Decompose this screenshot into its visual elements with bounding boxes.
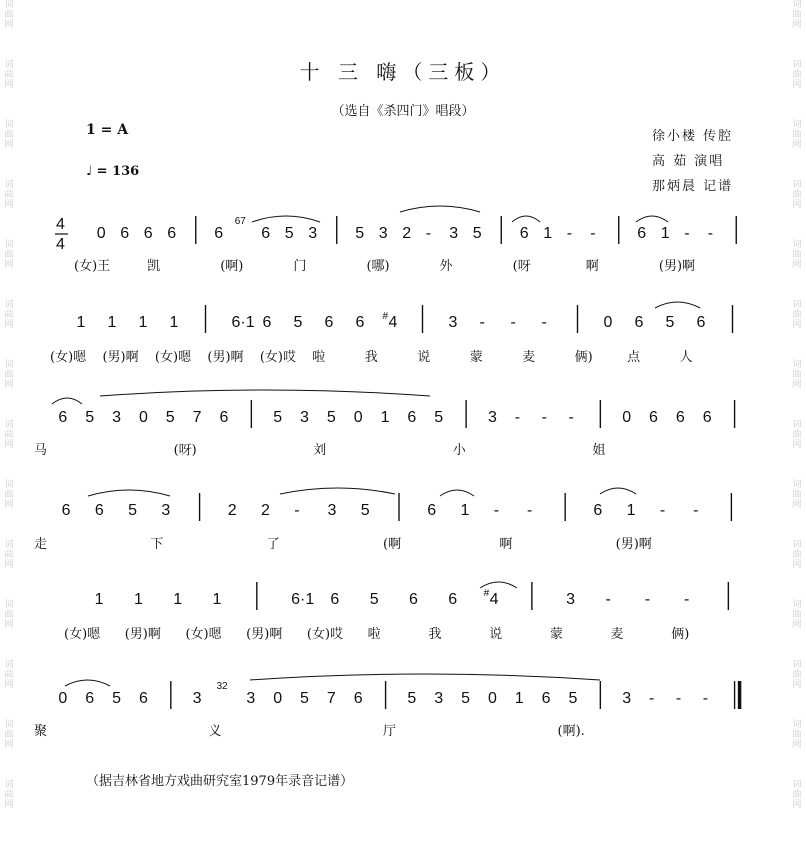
song-title: 十 三 嗨（三板） bbox=[299, 60, 507, 84]
note: 6 bbox=[448, 591, 458, 608]
note: 6 bbox=[702, 409, 712, 426]
lyric: 义 bbox=[208, 724, 222, 739]
note: 3 bbox=[622, 690, 632, 707]
watermark-stamp: 词 曲 网 bbox=[4, 300, 14, 330]
time-signature-top: 4 bbox=[56, 216, 65, 233]
note: - bbox=[425, 225, 432, 242]
note: 1 bbox=[543, 225, 553, 242]
watermark-stamp: 词 曲 网 bbox=[4, 240, 14, 270]
note: 3 bbox=[246, 690, 256, 707]
lyric: 外 bbox=[439, 259, 453, 274]
watermark-stamp: 词 曲 网 bbox=[4, 480, 14, 510]
note: - bbox=[684, 225, 690, 242]
lyric: 俩) bbox=[671, 627, 690, 642]
note: 6·1 bbox=[291, 591, 315, 608]
watermark-stamp: 词 曲 网 bbox=[792, 240, 802, 270]
note: 5 bbox=[112, 690, 122, 707]
slur-arc bbox=[655, 302, 700, 308]
lyric: 啊 bbox=[585, 259, 599, 274]
note: 6 bbox=[353, 690, 363, 707]
lyric: (男)啊 bbox=[658, 259, 696, 274]
note: - bbox=[693, 502, 699, 519]
slur-arc bbox=[52, 398, 82, 404]
note: 0 bbox=[353, 409, 363, 426]
note: 5 bbox=[665, 314, 675, 331]
lyric: 走 bbox=[34, 537, 48, 552]
note: 1 bbox=[212, 591, 222, 608]
watermark-stamp: 词 曲 网 bbox=[792, 660, 802, 690]
lyric: 麦 bbox=[522, 350, 536, 365]
watermark-stamp: 词 曲 网 bbox=[792, 0, 802, 30]
note: 6 bbox=[262, 314, 272, 331]
lyric: 啦 bbox=[312, 350, 326, 365]
note: 6 bbox=[409, 591, 418, 608]
slur-arc bbox=[600, 488, 636, 494]
note: 0 bbox=[96, 225, 106, 242]
note: 1 bbox=[169, 314, 179, 331]
sharp-sign: # bbox=[382, 311, 389, 322]
note: - bbox=[605, 591, 611, 608]
note: 3 bbox=[308, 225, 318, 242]
watermark-stamp: 词 曲 网 bbox=[792, 180, 802, 210]
note: 0 bbox=[58, 690, 68, 707]
lyric: 凯 bbox=[147, 259, 161, 274]
note: 1 bbox=[138, 314, 148, 331]
note: 6·1 bbox=[231, 314, 255, 331]
note: 2 bbox=[261, 502, 270, 519]
note: 3 bbox=[161, 502, 171, 519]
lyric: 蒙 bbox=[469, 350, 483, 365]
watermark-stamp: 词 曲 网 bbox=[792, 120, 802, 150]
note: 1 bbox=[76, 314, 86, 331]
note: 5 bbox=[472, 225, 482, 242]
watermark-stamp: 词 曲 网 bbox=[4, 600, 14, 630]
watermark-stamp: 词 曲 网 bbox=[4, 660, 14, 690]
note: 6 bbox=[634, 314, 644, 331]
note: 6 bbox=[541, 690, 551, 707]
watermark-stamp: 词 曲 网 bbox=[4, 60, 14, 90]
note: - bbox=[514, 409, 521, 426]
lyric: 了 bbox=[266, 537, 280, 552]
note: 1 bbox=[514, 690, 524, 707]
note: 4 bbox=[489, 591, 499, 608]
credit-transcriber: 那炳晨 记谱 bbox=[652, 179, 734, 194]
watermark-stamp: 词 曲 网 bbox=[4, 180, 14, 210]
note: 1 bbox=[460, 502, 470, 519]
note: - bbox=[493, 502, 500, 519]
note: 6 bbox=[324, 314, 334, 331]
watermark-stamp: 词 曲 网 bbox=[792, 300, 802, 330]
slur-arc bbox=[280, 488, 395, 494]
note: 5 bbox=[128, 502, 138, 519]
note: 5 bbox=[461, 690, 471, 707]
note: - bbox=[479, 314, 485, 331]
source-note: （据吉林省地方戏曲研究室1979年录音记谱） bbox=[86, 774, 354, 789]
note: - bbox=[541, 409, 547, 426]
note: 1 bbox=[660, 225, 670, 242]
grace-note: 32 bbox=[216, 681, 228, 692]
slur-arc bbox=[636, 216, 668, 222]
note: 1 bbox=[107, 314, 117, 331]
note: 3 bbox=[300, 409, 309, 426]
slur-arc bbox=[400, 206, 480, 212]
note: 6 bbox=[637, 225, 647, 242]
watermark-stamp: 词 曲 网 bbox=[792, 600, 802, 630]
note: 5 bbox=[284, 225, 294, 242]
note: 4 bbox=[388, 314, 398, 331]
note: 5 bbox=[360, 502, 370, 519]
note: 6 bbox=[261, 225, 271, 242]
lyric: (男)啊 bbox=[207, 350, 244, 365]
note: - bbox=[702, 690, 709, 707]
note: 6 bbox=[427, 502, 437, 519]
watermark-stamp: 词 曲 网 bbox=[792, 540, 802, 570]
note: 5 bbox=[85, 409, 95, 426]
time-signature-bottom: 4 bbox=[56, 236, 65, 253]
note: 6 bbox=[330, 591, 340, 608]
note: 3 bbox=[112, 409, 122, 426]
tempo-value: = 136 bbox=[96, 164, 140, 179]
note: 6 bbox=[120, 225, 130, 242]
lyric: 门 bbox=[293, 259, 307, 274]
note: 5 bbox=[434, 409, 444, 426]
note: 1 bbox=[94, 591, 104, 608]
note: 6 bbox=[94, 502, 104, 519]
key-signature: 1 = A bbox=[86, 122, 129, 138]
note: 0 bbox=[603, 314, 613, 331]
lyric: (男)啊 bbox=[246, 627, 283, 642]
note: 3 bbox=[327, 502, 337, 519]
lyric: 我 bbox=[428, 627, 442, 642]
watermark-stamp: 词 曲 网 bbox=[4, 780, 14, 810]
note: 6 bbox=[696, 314, 706, 331]
watermark-stamp: 词 曲 网 bbox=[792, 780, 802, 810]
note: 2 bbox=[227, 502, 237, 519]
lyric: (男)啊 bbox=[615, 537, 652, 552]
note: 0 bbox=[487, 690, 497, 707]
note: 6 bbox=[58, 409, 68, 426]
lyric: 马 bbox=[34, 443, 48, 458]
watermark-stamp: 词 曲 网 bbox=[4, 540, 14, 570]
lyric: (女)哎 bbox=[306, 627, 344, 642]
note: 6 bbox=[214, 225, 224, 242]
watermark-stamp: 词 曲 网 bbox=[792, 480, 802, 510]
note: 1 bbox=[380, 409, 390, 426]
note: 5 bbox=[300, 690, 309, 707]
credit-singer: 高 茹 演唱 bbox=[652, 154, 725, 169]
lyric: 小 bbox=[452, 443, 466, 458]
slur-arc bbox=[512, 216, 540, 222]
note: 1 bbox=[626, 502, 636, 519]
watermark-stamp: 词 曲 网 bbox=[792, 360, 802, 390]
lyric: 姐 bbox=[592, 443, 606, 458]
note: 1 bbox=[133, 591, 143, 608]
note: 5 bbox=[165, 409, 175, 426]
lyric: (哪) bbox=[366, 259, 390, 274]
note: 1 bbox=[173, 591, 183, 608]
watermark-stamp: 词 曲 网 bbox=[792, 720, 802, 750]
slur-arc bbox=[88, 490, 170, 496]
note: - bbox=[568, 409, 574, 426]
note: 5 bbox=[355, 225, 365, 242]
lyric: (男)啊 bbox=[124, 627, 161, 642]
note: 3 bbox=[434, 690, 444, 707]
lyric: 说 bbox=[489, 627, 503, 642]
sharp-sign: # bbox=[483, 588, 490, 599]
note: 6 bbox=[167, 225, 177, 242]
lyric: (啊 bbox=[383, 537, 402, 552]
note: 6 bbox=[85, 690, 95, 707]
lyric: (呀) bbox=[173, 443, 197, 458]
credit-arranger: 徐小楼 传腔 bbox=[652, 129, 734, 144]
lyric: 啊 bbox=[499, 537, 513, 552]
note: - bbox=[644, 591, 651, 608]
note: 7 bbox=[192, 409, 202, 426]
note: 3 bbox=[378, 225, 388, 242]
note: 6 bbox=[593, 502, 603, 519]
watermark-stamp: 词 曲 网 bbox=[4, 360, 14, 390]
note: - bbox=[675, 690, 682, 707]
note: 6 bbox=[519, 225, 529, 242]
note: 6 bbox=[649, 409, 658, 426]
note: - bbox=[649, 690, 655, 707]
note: - bbox=[659, 502, 666, 519]
note: 0 bbox=[138, 409, 148, 426]
slur-arc bbox=[250, 674, 600, 680]
lyric: (女)嗯 bbox=[64, 627, 101, 642]
lyric: 俩) bbox=[574, 350, 593, 365]
note: 5 bbox=[369, 591, 379, 608]
note: 6 bbox=[407, 409, 417, 426]
lyric: (女)嗯 bbox=[185, 627, 222, 642]
song-subtitle: （选自《杀四门》唱段） bbox=[331, 104, 475, 119]
note: 3 bbox=[448, 314, 458, 331]
watermark-stamp: 词 曲 网 bbox=[4, 420, 14, 450]
watermark-stamp: 词 曲 网 bbox=[792, 420, 802, 450]
note: 5 bbox=[273, 409, 283, 426]
note: 5 bbox=[407, 690, 417, 707]
note: - bbox=[510, 314, 516, 331]
note: - bbox=[526, 502, 533, 519]
lyric: 啦 bbox=[367, 627, 381, 642]
lyric: (呀 bbox=[512, 259, 531, 274]
note: 6 bbox=[219, 409, 229, 426]
note: 3 bbox=[566, 591, 576, 608]
note: 5 bbox=[293, 314, 303, 331]
note: 5 bbox=[568, 690, 578, 707]
note: 0 bbox=[273, 690, 283, 707]
note: 6 bbox=[675, 409, 685, 426]
note: 0 bbox=[622, 409, 632, 426]
lyric: (啊) bbox=[220, 259, 244, 274]
note: 6 bbox=[61, 502, 71, 519]
note: - bbox=[590, 225, 596, 242]
slur-arc bbox=[252, 216, 320, 222]
slur-arc bbox=[65, 680, 110, 686]
note: 3 bbox=[449, 225, 459, 242]
note: 6 bbox=[138, 690, 148, 707]
lyric: 点 bbox=[627, 350, 641, 365]
quarter-note-icon: ♩ bbox=[86, 164, 93, 179]
lyric: (女)嗯 bbox=[154, 350, 192, 365]
lyric: (女)嗯 bbox=[50, 350, 87, 365]
lyric: 麦 bbox=[610, 627, 624, 642]
note: 2 bbox=[402, 225, 412, 242]
watermark-stamp: 词 曲 网 bbox=[4, 720, 14, 750]
note: - bbox=[541, 314, 547, 331]
lyric: 聚 bbox=[34, 724, 48, 739]
lyric: (女)王 bbox=[74, 259, 111, 274]
note: 6 bbox=[355, 314, 365, 331]
lyric: 人 bbox=[679, 350, 693, 365]
lyric: 下 bbox=[150, 537, 164, 552]
lyric: (女)哎 bbox=[259, 350, 297, 365]
lyric: 说 bbox=[417, 350, 431, 365]
note: 3 bbox=[487, 409, 497, 426]
note: 3 bbox=[192, 690, 202, 707]
lyric: 厅 bbox=[383, 724, 397, 739]
lyric: (啊). bbox=[557, 724, 585, 739]
watermark-stamp: 词 曲 网 bbox=[4, 120, 14, 150]
lyric: 蒙 bbox=[549, 627, 563, 642]
note: - bbox=[684, 591, 690, 608]
watermark-stamp: 词 曲 网 bbox=[792, 60, 802, 90]
slur-arc bbox=[440, 490, 474, 496]
watermark-stamp: 词 曲 网 bbox=[4, 0, 14, 30]
note: 7 bbox=[326, 690, 336, 707]
note: 5 bbox=[326, 409, 336, 426]
grace-note: 67 bbox=[234, 216, 246, 227]
lyric: (男)啊 bbox=[102, 350, 139, 365]
note: - bbox=[707, 225, 714, 242]
slur-arc bbox=[100, 390, 430, 396]
note: - bbox=[294, 502, 300, 519]
note: - bbox=[566, 225, 573, 242]
lyric: 我 bbox=[364, 350, 378, 365]
note: 6 bbox=[143, 225, 153, 242]
lyric: 刘 bbox=[313, 443, 327, 458]
